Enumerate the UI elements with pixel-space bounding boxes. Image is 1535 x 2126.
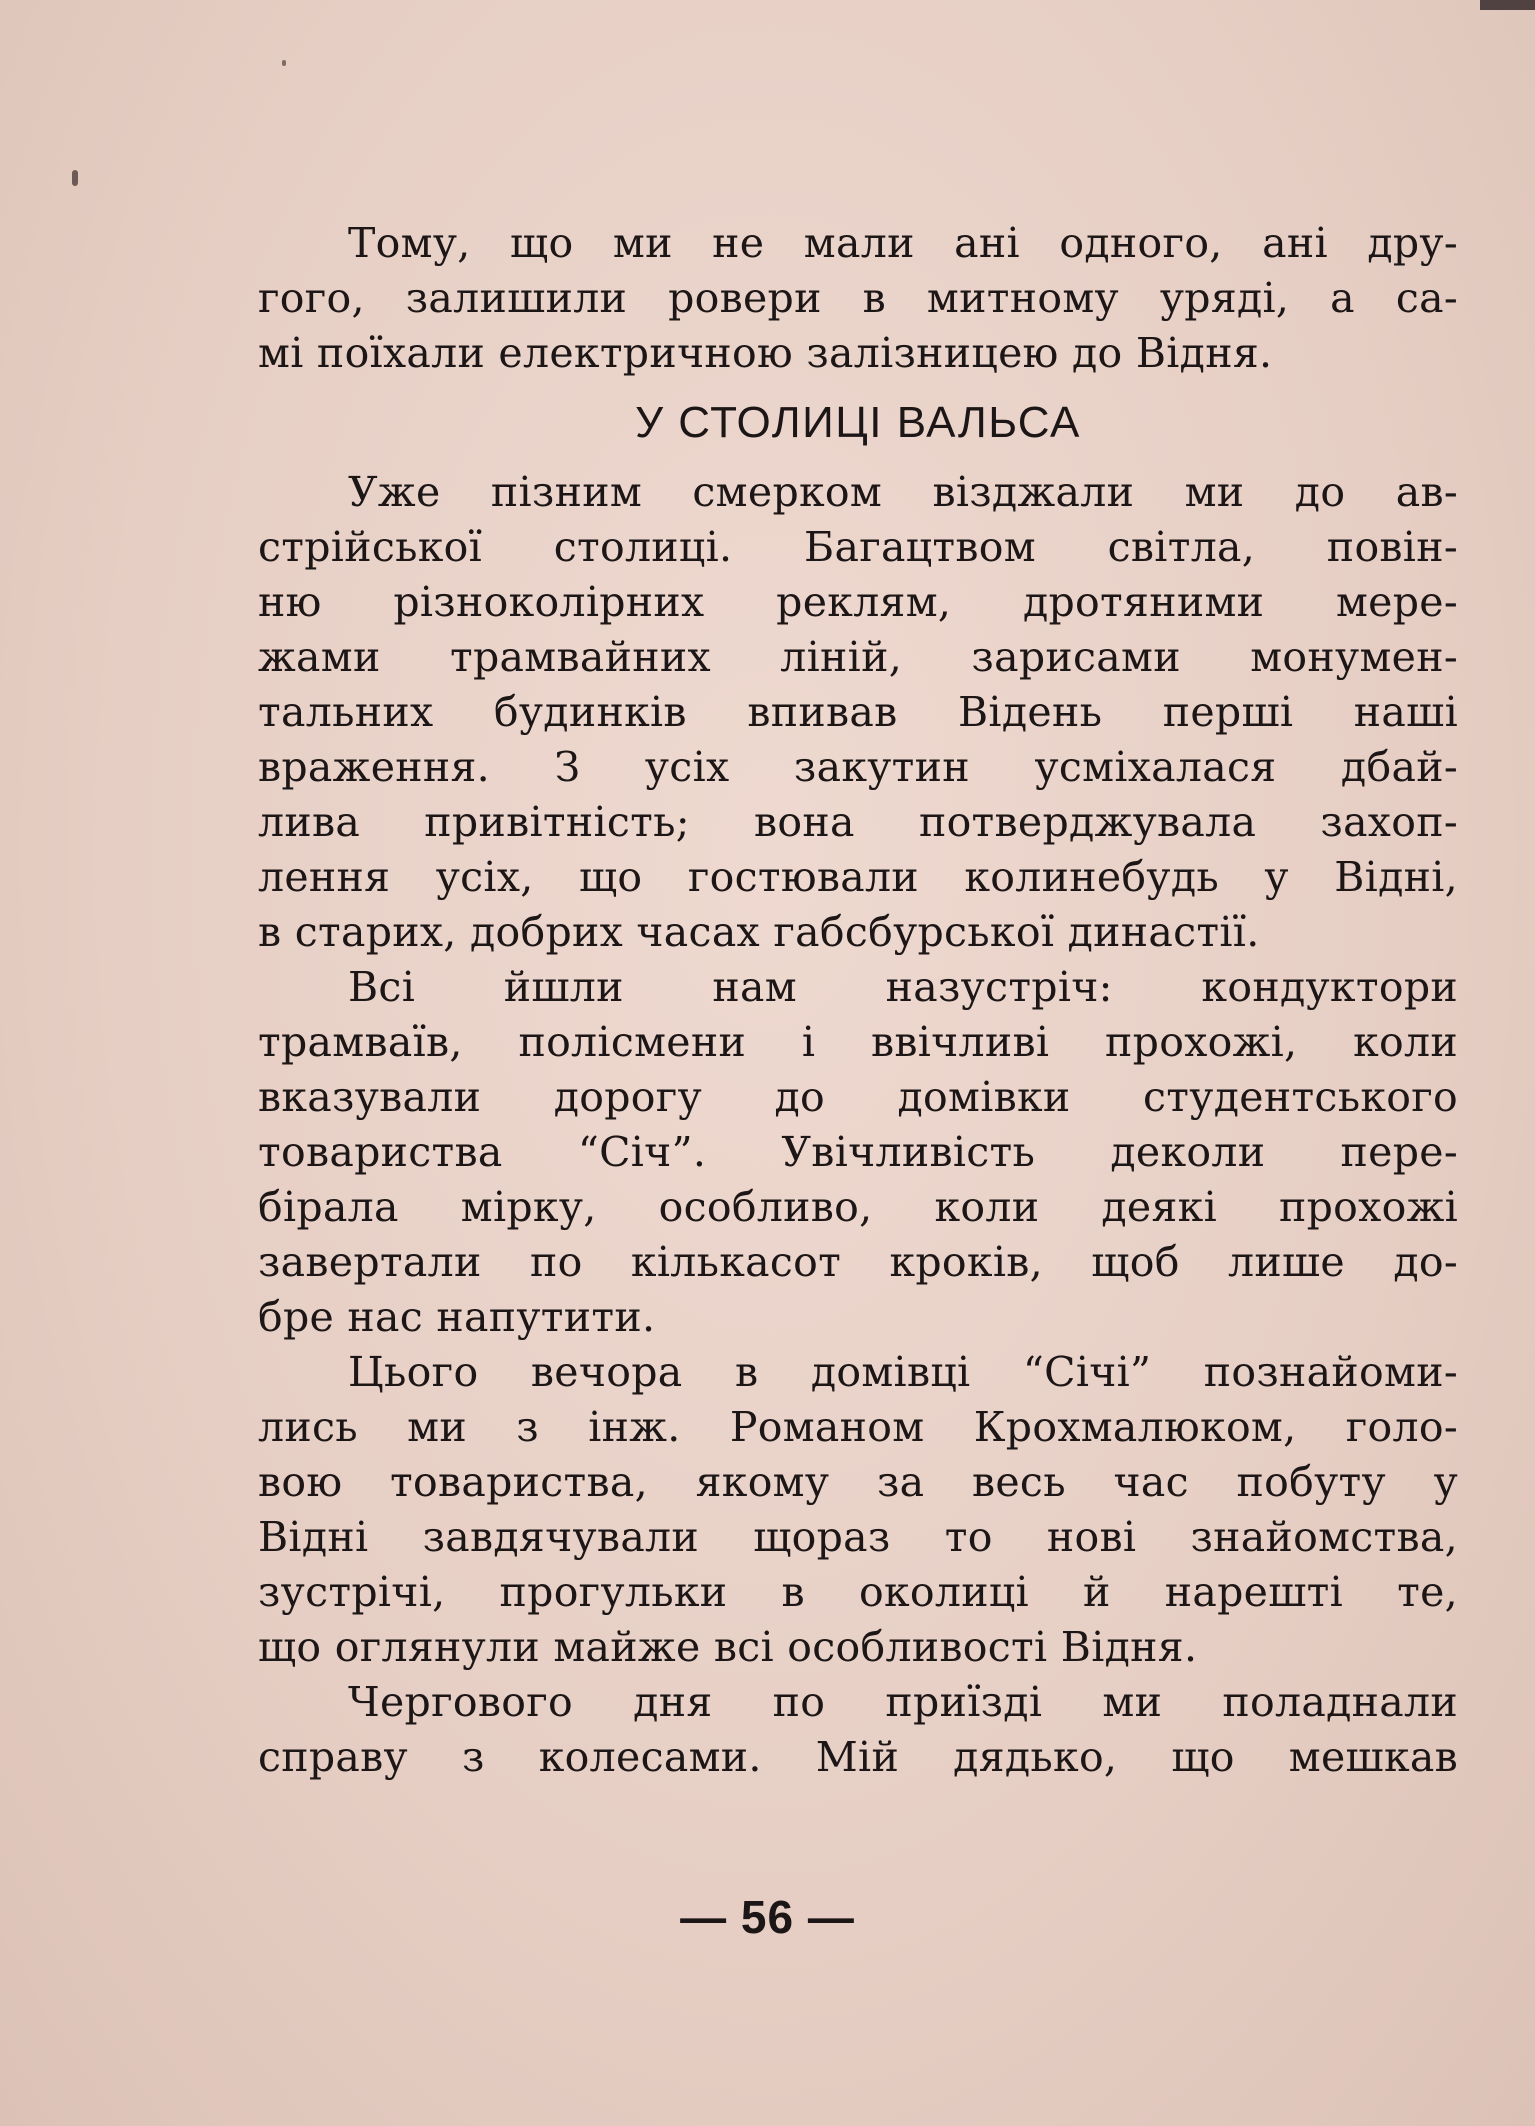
- text-line: лись ми з інж. Романом Крохмалюком, голо-: [258, 1403, 1458, 1451]
- text-line: товариства “Січ”. Увічливість деколи пере-: [258, 1128, 1458, 1176]
- text-line: Уже пізним смерком візджали ми до ав-: [348, 468, 1458, 516]
- page-edge-shadow: [1480, 0, 1535, 10]
- text-line: гого, залишили ровери в митному уряді, а са-: [258, 274, 1458, 322]
- text-line: мі поїхали електричною залізницею до Відня.: [258, 329, 1273, 377]
- ink-speck: [72, 170, 78, 186]
- text-line: тальних будинків впивав Відень перші наші: [258, 688, 1458, 736]
- text-line: Чергового дня по приїзді ми поладнали: [348, 1678, 1458, 1726]
- text-line: лення усіх, що гостювали колинебудь у Відні,: [258, 853, 1458, 901]
- text-line: в старих, добрих часах габсбурської династії.: [258, 908, 1260, 956]
- text-line: лива привітність; вона потверджувала захоп-: [258, 798, 1458, 846]
- text-line: завертали по кількасот кроків, щоб лише до-: [258, 1238, 1458, 1286]
- section-heading: У СТОЛИЦІ ВАЛЬСА: [635, 398, 1081, 447]
- paragraph-4: [258, 1675, 1458, 1785]
- text-line: Тому, що ми не мали ані одного, ані дру-: [348, 219, 1458, 267]
- intro-paragraph: [258, 216, 1458, 381]
- text-line: враження. З усіх закутин усміхалася дбай-: [258, 743, 1458, 791]
- paragraph-1: [258, 465, 1458, 960]
- text-line: стрійської столиці. Багацтвом світла, повін-: [258, 523, 1458, 571]
- paragraph-2: [258, 960, 1458, 1345]
- text-line: Всі йшли нам назустріч: кондуктори: [348, 963, 1458, 1011]
- text-line: ню різноколірних реклям, дротяними мере-: [258, 578, 1458, 626]
- text-line: бірала мірку, особливо, коли деякі прохожі: [258, 1183, 1458, 1231]
- text-line: вою товариства, якому за весь час побуту у: [258, 1458, 1458, 1506]
- text-line: справу з колесами. Мій дядько, що мешкав: [258, 1733, 1458, 1781]
- text-line: зустрічі, прогульки в околиці й нарешті те,: [258, 1568, 1458, 1616]
- text-line: жами трамвайних ліній, зарисами монумен-: [258, 633, 1458, 681]
- text-line: Цього вечора в домівці “Січі” познайоми-: [348, 1348, 1458, 1396]
- text-line: що оглянули майже всі особливості Відня.: [258, 1623, 1198, 1671]
- text-line: бре нас напутити.: [258, 1293, 656, 1341]
- page-text: [258, 216, 1458, 1785]
- text-line: Відні завдячували щораз то нові знайомства,: [258, 1513, 1458, 1561]
- paragraph-3: [258, 1345, 1458, 1675]
- ink-speck: [282, 60, 286, 66]
- text-line: вказували дорогу до домівки студентського: [258, 1073, 1458, 1121]
- text-line: трамваїв, полісмени і ввічливі прохожі, коли: [258, 1018, 1458, 1066]
- page-number: — 56 —: [680, 1891, 855, 1943]
